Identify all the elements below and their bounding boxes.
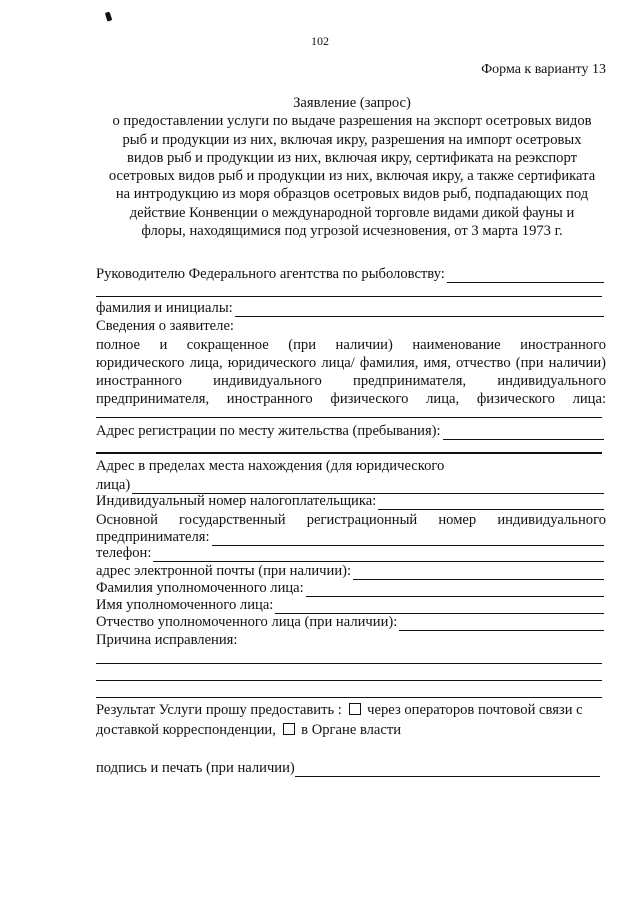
- correction-reason-label: Причина исправления:: [96, 632, 238, 648]
- name-initials-label: фамилия и инициалы:: [96, 300, 233, 316]
- ogrnip-row: [96, 529, 604, 546]
- correction-reason-line[interactable]: [96, 697, 602, 698]
- rep-patronymic-label: Отчество уполномоченного лица (при наличии):: [96, 614, 398, 630]
- location-address-label: Адрес в пределах места нахождения (для юридического: [96, 458, 445, 474]
- applicant-desc-line: предпринимателя, иностранного физического лица, физического лица:: [96, 391, 606, 407]
- title-line: Заявление (запрос): [293, 95, 411, 111]
- scan-mark: [105, 11, 113, 21]
- signature-label: подпись и печать (при наличии): [96, 760, 295, 776]
- email-field[interactable]: [353, 567, 604, 580]
- postal-delivery-label-end: доставкой корреспонденции,: [96, 722, 276, 738]
- title-line: на интродукцию из моря образцов осетровых видов рыб, подпадающих под: [115, 186, 589, 203]
- email-row: [96, 563, 604, 580]
- ogrnip-label-end: предпринимателя:: [96, 529, 210, 545]
- location-address-row: [96, 477, 604, 494]
- in-office-label: в Органе власти: [301, 722, 402, 738]
- title-line: рыб и продукции из них, включая икру, разрешения на импорт осетровых: [122, 131, 582, 148]
- reg-address-field[interactable]: [443, 427, 604, 440]
- inn-field[interactable]: [378, 497, 604, 510]
- postal-delivery-label: через операторов почтовой связи с: [367, 702, 583, 718]
- correction-reason-line[interactable]: [96, 680, 602, 681]
- phone-field[interactable]: [153, 549, 604, 562]
- signature-field[interactable]: [295, 764, 600, 777]
- addressee-field[interactable]: [447, 270, 604, 283]
- name-initials-row: [96, 300, 604, 317]
- result-label: Результат Услуги прошу предоставить :: [96, 702, 342, 718]
- form-variant-label: Форма к варианту 13: [481, 62, 606, 77]
- result-delivery-line: [96, 702, 606, 719]
- rep-surname-field[interactable]: [306, 584, 604, 597]
- name-initials-field[interactable]: [235, 304, 604, 317]
- rep-surname-row: [96, 580, 604, 597]
- phone-label: телефон:: [96, 545, 152, 561]
- phone-row: [96, 545, 604, 562]
- reg-address-field-line[interactable]: [96, 452, 602, 454]
- applicant-info-label: Сведения о заявителе:: [96, 318, 234, 334]
- rep-patronymic-field[interactable]: [399, 618, 604, 631]
- applicant-field-line[interactable]: [96, 417, 602, 418]
- reg-address-row: [96, 423, 604, 440]
- inn-label: Индивидуальный номер налогоплательщика:: [96, 493, 377, 509]
- page-number: 102: [311, 34, 329, 48]
- signature-row: [96, 760, 600, 777]
- title-line: о предоставлении услуги по выдаче разрешения на экспорт осетровых видов: [112, 113, 592, 130]
- email-label: адрес электронной почты (при наличии):: [96, 563, 352, 579]
- rep-surname-label: Фамилия уполномоченного лица:: [96, 580, 304, 596]
- addressee-row: [96, 266, 604, 283]
- location-address-label-end: лица): [96, 477, 131, 493]
- addressee-field-line[interactable]: [96, 296, 602, 297]
- title-line: действие Конвенции о международной торговле видами дикой фауны и: [129, 204, 575, 221]
- title-line: флоры, находящимися под угрозой исчезновения, от 3 марта 1973 г.: [141, 223, 563, 240]
- rep-name-row: [96, 597, 604, 614]
- postal-delivery-checkbox[interactable]: [349, 703, 361, 715]
- rep-name-label: Имя уполномоченного лица:: [96, 597, 274, 613]
- applicant-desc-line: юридического лица, юридического лица/ фамилия, имя, отчество (при наличии): [96, 355, 606, 371]
- addressee-label: Руководителю Федерального агентства по рыболовству:: [96, 266, 445, 282]
- applicant-desc-line: полное и сокращенное (при наличии) наименование иностранного: [96, 337, 606, 353]
- title-line: видов рыб и продукции из них, включая икру, сертификата на реэкспорт: [127, 149, 577, 166]
- correction-reason-line[interactable]: [96, 663, 602, 664]
- title-line: осетровых видов рыб и продукции из них, включая икру, а также сертификата: [108, 168, 596, 185]
- rep-name-field[interactable]: [275, 601, 604, 614]
- result-delivery-line-2: [96, 722, 401, 739]
- in-office-checkbox[interactable]: [283, 723, 295, 735]
- rep-patronymic-row: [96, 614, 604, 631]
- reg-address-label: Адрес регистрации по месту жительства (пребывания):: [96, 423, 441, 439]
- document-title: [92, 94, 612, 240]
- ogrnip-label: Основной государственный регистрационный номер индивидуального: [96, 512, 606, 528]
- inn-row: [96, 493, 604, 510]
- applicant-desc-line: иностранного индивидуального предпринимателя, индивидуального: [96, 373, 606, 389]
